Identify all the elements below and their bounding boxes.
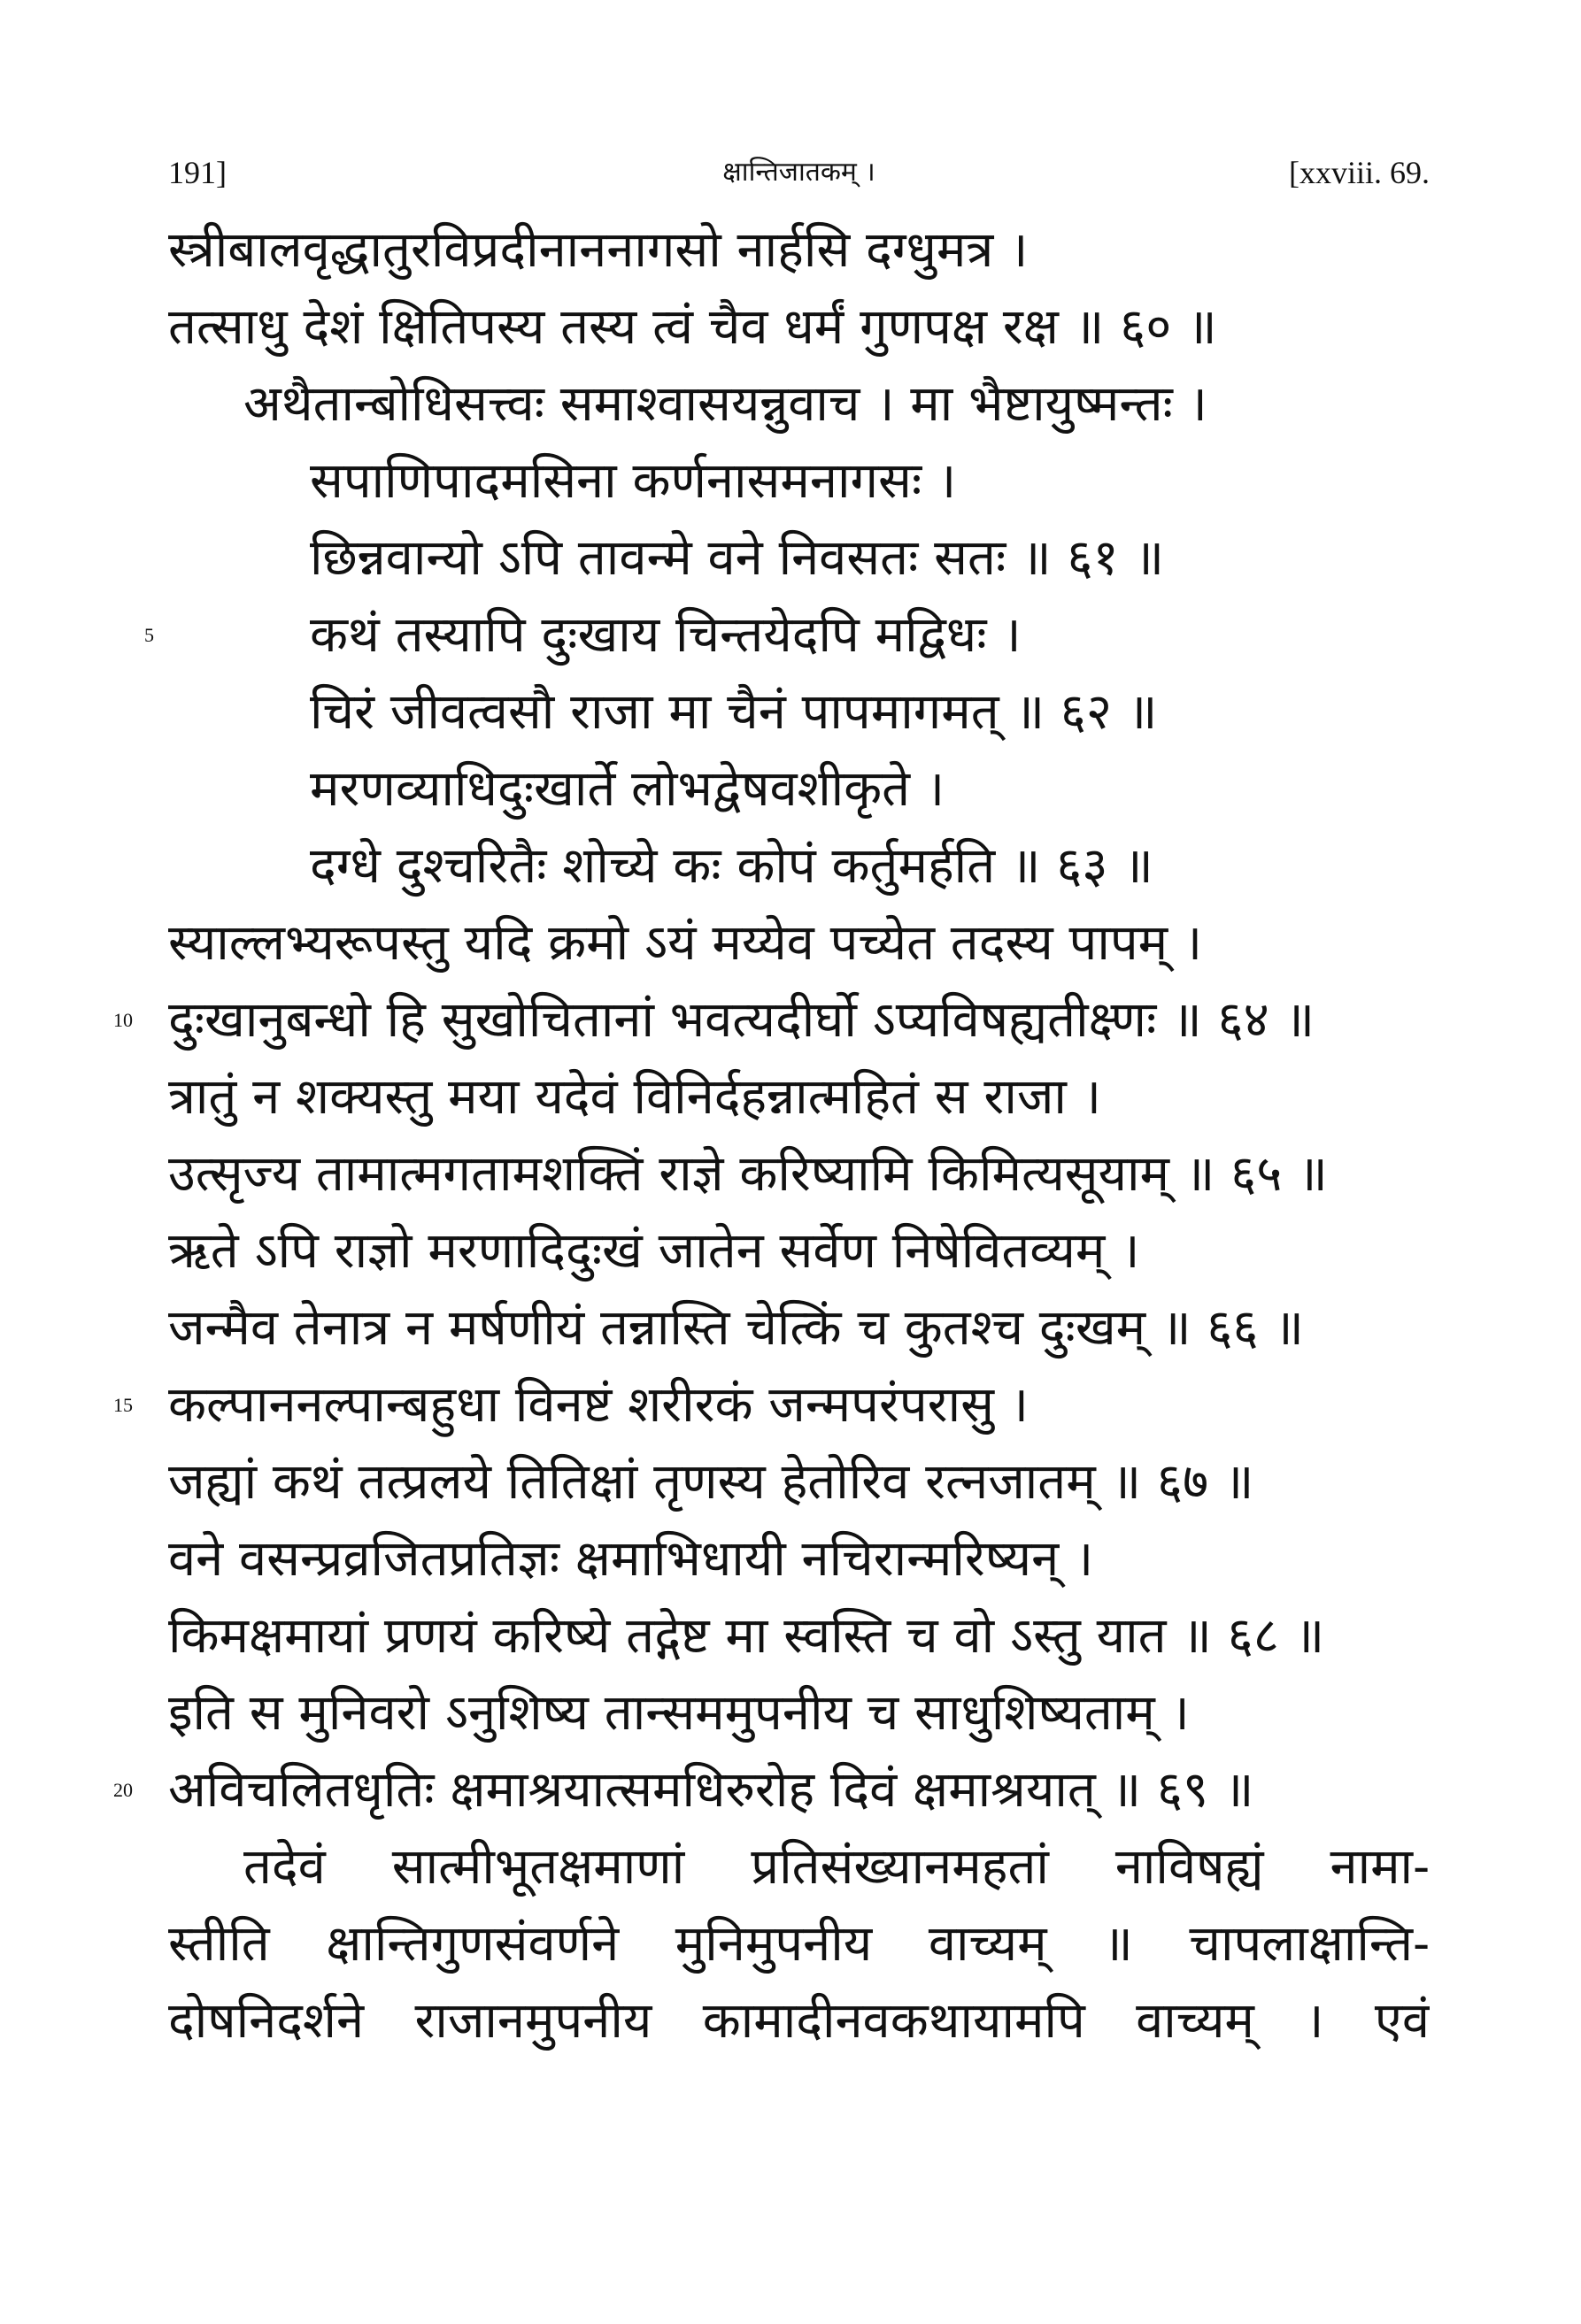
text-line: जन्मैव तेनात्र न मर्षणीयं तन्नास्ति चेत्किं च कुतश्च दुःखम् ॥ ६६ ॥ xyxy=(168,1299,1304,1357)
text-line: तत्साधु देशं क्षितिपस्य तस्य त्वं चैव धर्मं गुणपक्ष रक्ष ॥ ६० ॥ xyxy=(168,298,1217,356)
running-header xyxy=(168,150,1430,195)
text-line: चिरं जीवत्वसौ राजा मा चैनं पापमागमत् ॥ ६२ ॥ xyxy=(310,683,1158,741)
text-line: अविचलितधृतिः क्षमाश्रयात्समधिरुरोह दिवं क्षमाश्रयात् ॥ ६९ ॥ xyxy=(168,1761,1254,1819)
prose-line: दोषनिदर्शने राजानमुपनीय कामादीनवकथायामपि वाच्यम् । एवं xyxy=(168,1992,1430,2050)
text-line: इति स मुनिवरो ऽनुशिष्य तान्सममुपनीय च साधुशिष्यताम् । xyxy=(168,1684,1190,1742)
text-line: कथं तस्यापि दुःखाय चिन्तयेदपि मद्विधः । xyxy=(310,606,1022,664)
page-number: 191] xyxy=(168,155,227,190)
line-number: 20 xyxy=(113,1779,133,1801)
line-number: 5 xyxy=(144,624,154,646)
text-line: दग्धे दुश्चरितैः शोच्ये कः कोपं कर्तुमर्हति ॥ ६३ ॥ xyxy=(310,837,1153,895)
text-line: उत्सृज्य तामात्मगतामशक्तिं राज्ञे करिष्यामि किमित्यसूयाम् ॥ ६५ ॥ xyxy=(168,1145,1328,1203)
text-line: कल्पाननल्पान्बहुधा विनष्टं शरीरकं जन्मपरंपरासु । xyxy=(168,1376,1029,1434)
text-line: वने वसन्प्रव्रजितप्रतिज्ञः क्षमाभिधायी नचिरान्मरिष्यन् । xyxy=(168,1530,1094,1588)
text-line: किमक्षमायां प्रणयं करिष्ये तद्गेष्ट मा स्वस्ति च वो ऽस्तु यात ॥ ६८ ॥ xyxy=(168,1607,1325,1665)
text-line: दुःखानुबन्धो हि सुखोचितानां भवत्यदीर्घो ऽप्यविषह्यतीक्ष्णः ॥ ६४ ॥ xyxy=(168,991,1315,1049)
running-title: क्षान्तिजातकम् । xyxy=(722,157,875,188)
prose-line: तदेवं सात्मीभूतक्षमाणां प्रतिसंख्यानमहतां नाविषह्यं नामा- xyxy=(243,1838,1430,1896)
text-line: मरणव्याधिदुःखार्ते लोभद्वेषवशीकृते । xyxy=(310,760,945,818)
text-line: त्रातुं न शक्यस्तु मया यदेवं विनिर्दहन्नात्महितं स राजा । xyxy=(168,1068,1101,1126)
text-line: स्याल्लभ्यरूपस्तु यदि क्रमो ऽयं मय्येव पच्येत तदस्य पापम् । xyxy=(168,914,1203,972)
section-reference: [xxviii. 69. xyxy=(1289,155,1430,190)
text-line: ऋते ऽपि राज्ञो मरणादिदुःखं जातेन सर्वेण निषेवितव्यम् । xyxy=(168,1222,1140,1280)
text-line: अथैतान्बोधिसत्त्वः समाश्वासयन्नुवाच । मा भैष्टायुष्मन्तः । xyxy=(243,375,1207,433)
text-line: सपाणिपादमसिना कर्णनासमनागसः । xyxy=(310,452,957,510)
text-line: जह्यां कथं तत्प्रलये तितिक्षां तृणस्य हेतोरिव रत्नजातम् ॥ ६७ ॥ xyxy=(168,1453,1254,1511)
text-line: स्त्रीबालवृद्धातुरविप्रदीनाननागसो नार्हसि दग्धुमत्र । xyxy=(168,221,1029,279)
line-number: 15 xyxy=(113,1394,133,1416)
line-number: 10 xyxy=(113,1009,133,1031)
text-line: छिन्नवान्यो ऽपि तावन्मे वने निवसतः सतः ॥ ६१ ॥ xyxy=(310,529,1164,587)
prose-line: स्तीति क्षान्तिगुणसंवर्णने मुनिमुपनीय वाच्यम् ॥ चापलाक्षान्ति- xyxy=(168,1915,1430,1973)
